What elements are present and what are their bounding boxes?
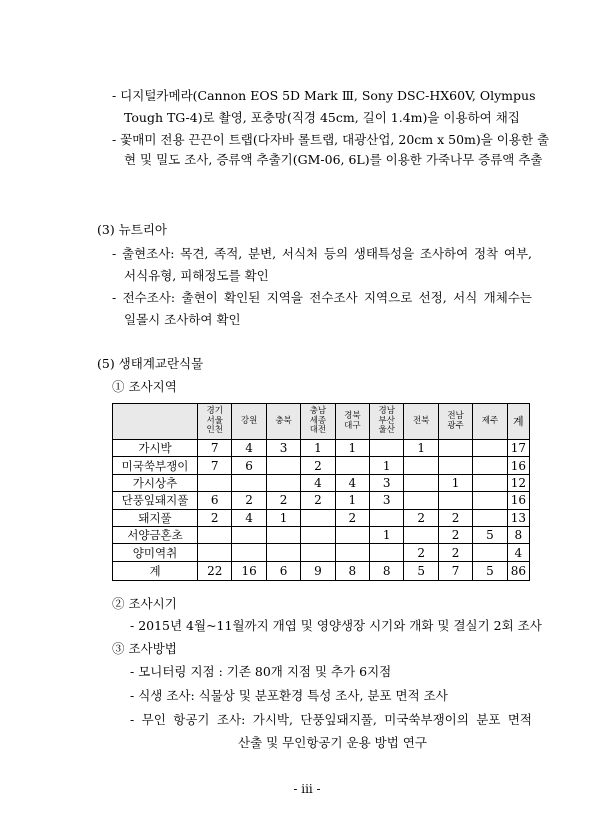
table-header-row [113,404,530,440]
vegetation-bullet: - 식생 조사: 식물상 및 분포환경 특성 조사, 분포 면적 조사 [130,688,448,703]
table-row [113,544,530,561]
table-cell [370,509,404,526]
total-cell: 8 [335,561,369,580]
header-gyeongbuk: 경북 대구 [335,404,369,440]
table-cell: 2 [438,509,472,526]
table-cell: 7 [198,440,232,457]
table-cell [404,492,438,509]
table-total-row [113,561,530,580]
table-cell: 1 [438,474,472,491]
table-cell: 2 [335,509,369,526]
row-total-cell: 17 [507,440,529,457]
table-cell: 2 [438,526,472,543]
table-row [113,440,530,457]
table-cell [438,492,472,509]
drone-bullet-line1: - 무인 항공기 조사: 가시박, 단풍잎돼지풀, 미국쑥부쟁이의 분포 면적 [130,712,532,727]
table-cell: 3 [370,474,404,491]
total-cell: 6 [266,561,300,580]
table-cell: 4 [301,474,335,491]
table-cell [335,457,369,474]
header-chungnam: 충남 세종 대전 [301,404,335,440]
total-cell: 16 [232,561,266,580]
table-cell [473,509,507,526]
table-cell [473,474,507,491]
species-name: 가시상추 [113,474,198,491]
table-cell [232,526,266,543]
table-cell [301,526,335,543]
table-cell [370,440,404,457]
table-cell [473,457,507,474]
row-total-cell: 16 [507,457,529,474]
table-cell: 4 [335,474,369,491]
camera-bullet-line1: - 디지털카메라(Cannon EOS 5D Mark Ⅲ, Sony DSC-HX60V, Olympus [112,88,536,103]
table-cell [335,526,369,543]
total-cell: 22 [198,561,232,580]
table-cell: 6 [232,457,266,474]
trap-bullet-line1: - 꽃매미 전용 끈끈이 트랩(다자바 롤트랩, 대광산업, 20cm x 50m)을 이용한 출 [112,132,550,147]
table-cell [404,526,438,543]
monitoring-bullet: - 모니터링 지점 : 기존 80개 지점 및 추가 6지점 [130,664,392,679]
table-row [113,526,530,543]
table-cell [370,544,404,561]
table-cell: 2 [438,544,472,561]
species-name: 단풍잎돼지풀 [113,492,198,509]
page-number: - iii - [293,782,321,796]
header-total: 계 [507,404,529,440]
trap-bullet-line2: 현 및 밀도 조사, 증류액 추출기(GM-06, 6L)를 이용한 가죽나무 증류액 추출 [124,152,543,167]
table-cell: 7 [198,457,232,474]
table-cell [473,492,507,509]
plants-heading: (5) 생태계교란식물 [97,356,204,371]
species-name: 가시박 [113,440,198,457]
table-cell: 4 [232,509,266,526]
total-cell: 5 [473,561,507,580]
table-cell [266,457,300,474]
row-total-cell: 16 [507,492,529,509]
nutria-bullet1-line1: - 출현조사: 목견, 족적, 분변, 서식처 등의 생태특성을 조사하여 정착 여부, [112,246,532,261]
table-cell [198,526,232,543]
table-cell [266,474,300,491]
table-cell: 2 [404,509,438,526]
table-cell: 1 [301,440,335,457]
table-cell: 2 [404,544,438,561]
table-row [113,474,530,491]
total-cell: 8 [370,561,404,580]
header-gyeongnam: 경남 부산 울산 [370,404,404,440]
table-cell: 1 [404,440,438,457]
table-cell [232,474,266,491]
table-cell [438,440,472,457]
table-cell [198,474,232,491]
header-gyeonggi: 경기 서울 인천 [198,404,232,440]
table-cell [473,544,507,561]
header-corner-cell [113,404,198,440]
drone-bullet-line2: 산출 및 무인항공기 운용 방법 연구 [238,735,427,750]
table-cell: 1 [335,440,369,457]
table-row [113,509,530,526]
table-cell: 2 [301,492,335,509]
table-cell [301,544,335,561]
survey-period-bullet: - 2015년 4월~11월까지 개엽 및 영양생장 시기와 개화 및 결실기 2회 조사 [130,618,542,633]
species-name: 돼지풀 [113,509,198,526]
nutria-bullet2-line1: - 전수조사: 출현이 확인된 지역을 전수조사 지역으로 선정, 서식 개체수는 [112,290,532,305]
table-cell [301,509,335,526]
table-cell [266,526,300,543]
table-row [113,492,530,509]
table-cell [473,440,507,457]
total-label: 계 [113,561,198,580]
table-cell: 3 [370,492,404,509]
header-chungbuk: 충북 [266,404,300,440]
header-jeonbuk: 전북 [404,404,438,440]
survey-area-heading: ① 조사지역 [112,379,177,394]
table-cell: 2 [266,492,300,509]
camera-bullet-line2: Tough TG-4)로 촬영, 포충망(직경 45cm, 길이 1.4m)을 이용하여 채집 [124,110,520,125]
species-name: 양미역취 [113,544,198,561]
header-jeju: 제주 [473,404,507,440]
table-cell: 1 [335,492,369,509]
table-cell [198,544,232,561]
table-cell: 2 [232,492,266,509]
row-total-cell: 4 [507,544,529,561]
table-cell: 1 [266,509,300,526]
survey-method-heading: ③ 조사방법 [112,641,177,656]
table-cell [232,544,266,561]
header-jeonnam: 전남 광주 [438,404,472,440]
total-cell: 9 [301,561,335,580]
row-total-cell: 12 [507,474,529,491]
species-name: 서양금혼초 [113,526,198,543]
table-row [113,457,530,474]
species-name: 미국쑥부쟁이 [113,457,198,474]
nutria-heading: (3) 뉴트리아 [97,222,167,237]
table-cell: 3 [266,440,300,457]
grand-total-cell: 86 [507,561,529,580]
nutria-bullet2-line2: 일몰시 조사하여 확인 [124,312,241,327]
header-gangwon: 강원 [232,404,266,440]
survey-period-heading: ② 조사시기 [112,596,177,611]
total-cell: 7 [438,561,472,580]
table-cell [404,457,438,474]
table-cell: 2 [301,457,335,474]
table-cell [438,457,472,474]
table-cell [404,474,438,491]
table-cell: 1 [370,457,404,474]
row-total-cell: 13 [507,509,529,526]
survey-region-table [112,403,530,581]
total-cell: 5 [404,561,438,580]
table-cell [335,544,369,561]
nutria-bullet1-line2: 서식유형, 피해정도를 확인 [124,268,269,283]
table-cell: 1 [370,526,404,543]
table-cell: 5 [473,526,507,543]
row-total-cell: 8 [507,526,529,543]
table-cell: 2 [198,509,232,526]
table-cell [266,544,300,561]
table-cell: 4 [232,440,266,457]
table-cell: 6 [198,492,232,509]
